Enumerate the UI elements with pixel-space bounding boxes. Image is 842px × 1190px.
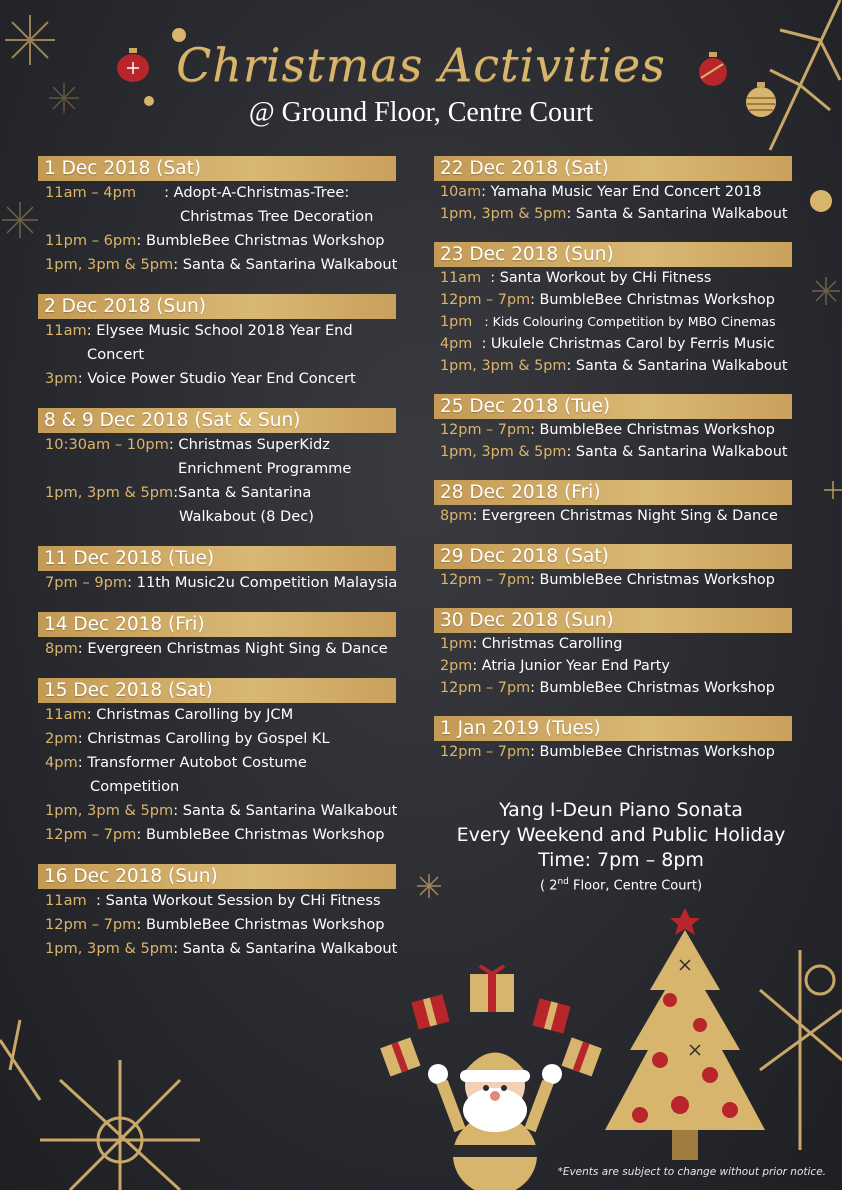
event-description: : 11th Music2u Competition Malaysia [127,574,398,591]
event-row [434,505,792,527]
event-time: 4pm [440,336,473,352]
event-time: 11pm – 6pm [45,232,137,249]
event-description: Concert [87,346,145,363]
event-time: 1pm, 3pm & 5pm [440,444,567,460]
event-row [38,637,396,661]
day-block [434,608,792,699]
event-time: 2pm [440,658,473,674]
snowflake-icon [0,1000,230,1190]
event-row [38,775,396,799]
day-block [38,864,396,961]
day-block [38,612,396,661]
piano-title: Yang I-Deun Piano Sonata [499,799,743,821]
piano-location: ( 2nd Floor, Centre Court) [539,877,703,894]
event-description: : BumbleBee Christmas Workshop [530,744,775,760]
page-title: Christmas Activities [176,38,666,92]
event-description: : Santa & Santarina Walkabout [173,940,398,957]
event-row [38,505,396,529]
day-block [434,242,792,377]
event-row [434,355,792,377]
schedule-left-column [38,156,396,978]
event-time: 8pm [45,640,78,657]
day-block [38,294,396,391]
event-row [38,727,396,751]
event-row [434,633,792,655]
event-time: 10am [440,184,482,200]
event-row [38,343,396,367]
day-block [38,546,396,595]
day-header: 11 Dec 2018 (Tue) [38,546,396,571]
event-row [38,937,396,961]
event-description: : Evergreen Christmas Night Sing & Dance [472,508,778,524]
event-row [38,889,396,913]
event-description: Walkabout (8 Dec) [179,508,314,525]
event-time: 12pm – 7pm [440,744,531,760]
event-description: : BumbleBee Christmas Workshop [530,292,775,308]
gift-icon [410,990,450,1030]
snowflake-icon [0,200,40,240]
event-time: 2pm [45,730,78,747]
event-time: 1pm [440,636,473,652]
event-row [38,823,396,847]
event-description: : Christmas Carolling by JCM [86,706,294,723]
event-time: 11am – 4pm [45,184,137,201]
day-block [434,544,792,591]
day-header: 16 Dec 2018 (Sun) [38,864,396,889]
event-description: Enrichment Programme [178,460,352,477]
piano-sonata-info [434,798,808,895]
event-description: : Kids Colouring Competition by MBO Cinemas [472,314,776,329]
event-row [38,913,396,937]
piano-time: Time: 7pm – 8pm [538,849,704,871]
day-header: 28 Dec 2018 (Fri) [434,480,792,505]
event-description: : Adopt-A-Christmas-Tree: [164,184,350,201]
day-header: 25 Dec 2018 (Tue) [434,394,792,419]
event-description: :Santa & Santarina [173,484,312,501]
event-row [434,655,792,677]
event-row [434,181,792,203]
event-time: 1pm [440,314,473,330]
day-block [434,394,792,463]
event-row [38,205,396,229]
event-row [434,267,792,289]
event-description: : BumbleBee Christmas Workshop [530,680,775,696]
event-row [38,799,396,823]
event-time: 10:30am – 10pm [45,436,169,453]
event-description: : Santa & Santarina Walkabout [566,206,788,222]
day-block [434,716,792,763]
event-row [38,181,396,205]
event-time: 8pm [440,508,473,524]
event-description: : Elysee Music School 2018 Year End [86,322,353,339]
event-time: 12pm – 7pm [45,916,137,933]
day-block [38,408,396,529]
event-description: : Santa Workout Session by CHi Fitness [86,892,381,909]
event-time: 1pm, 3pm & 5pm [45,256,174,273]
event-description: : BumbleBee Christmas Workshop [530,572,775,588]
ornament-icon [810,190,832,212]
event-description: : Santa Workout by CHi Fitness [481,270,712,286]
event-description: : Atria Junior Year End Party [472,658,670,674]
day-header: 1 Jan 2019 (Tues) [434,716,792,741]
event-row [434,311,792,333]
day-block [38,156,396,277]
event-row [38,367,396,391]
santa-icon [420,1030,570,1190]
day-block [434,156,792,225]
event-time: 12pm – 7pm [45,826,137,843]
event-row [38,253,396,277]
event-description: : BumbleBee Christmas Workshop [530,422,775,438]
page-subtitle: @ Ground Floor, Centre Court [248,97,594,128]
event-row [38,319,396,343]
day-header: 29 Dec 2018 (Sat) [434,544,792,569]
event-description: : Ukulele Christmas Carol by Ferris Music [472,336,775,352]
event-row [38,457,396,481]
day-header: 14 Dec 2018 (Fri) [38,612,396,637]
event-time: 1pm, 3pm & 5pm [440,206,567,222]
day-header: 23 Dec 2018 (Sun) [434,242,792,267]
event-row [434,289,792,311]
event-description: : Voice Power Studio Year End Concert [77,370,356,387]
event-row [434,677,792,699]
day-header: 30 Dec 2018 (Sun) [434,608,792,633]
day-header: 15 Dec 2018 (Sat) [38,678,396,703]
event-time: 11am [45,322,87,339]
event-time: 11am [45,892,87,909]
schedule-right-column [434,156,792,780]
event-time: 3pm [45,370,78,387]
event-time: 4pm [45,754,78,771]
day-block [434,480,792,527]
event-row [38,229,396,253]
gift-icon [466,962,518,1014]
event-time: 12pm – 7pm [440,422,531,438]
event-time: 1pm, 3pm & 5pm [45,940,174,957]
event-row [434,333,792,355]
event-time: 1pm, 3pm & 5pm [440,358,567,374]
event-row [434,741,792,763]
event-description: : Christmas SuperKidz [168,436,330,453]
event-time: 12pm – 7pm [440,292,531,308]
event-description: : Evergreen Christmas Night Sing & Dance [77,640,388,657]
event-time: 11am [45,706,87,723]
gift-icon [380,1036,420,1076]
day-header: 22 Dec 2018 (Sat) [434,156,792,181]
event-description: : Christmas Carolling by Gospel KL [77,730,330,747]
event-description: Competition [90,778,180,795]
piano-schedule: Every Weekend and Public Holiday [456,824,786,846]
event-row [38,571,396,595]
event-description: : Christmas Carolling [472,636,623,652]
event-description: : Santa & Santarina Walkabout [173,256,398,273]
snowflake-icon [760,950,842,1150]
christmas-tree-icon [600,900,770,1170]
event-time: 1pm, 3pm & 5pm [45,484,174,501]
event-time: 12pm – 7pm [440,572,531,588]
event-row [434,569,792,591]
event-description: Christmas Tree Decoration [180,208,374,225]
event-description: : BumbleBee Christmas Workshop [136,232,385,249]
day-header: 8 & 9 Dec 2018 (Sat & Sun) [38,408,396,433]
event-row [434,419,792,441]
footnote: *Events are subject to change without prior notice. [557,1166,826,1178]
event-description: : Santa & Santarina Walkabout [566,358,788,374]
event-row [38,751,396,775]
event-row [38,481,396,505]
snowflake-icon [810,275,842,307]
event-time: 7pm – 9pm [45,574,128,591]
day-block [38,678,396,847]
event-row [38,433,396,457]
event-row [38,703,396,727]
day-header: 1 Dec 2018 (Sat) [38,156,396,181]
event-time: 11am [440,270,482,286]
event-time: 1pm, 3pm & 5pm [45,802,174,819]
gift-icon [532,994,572,1034]
event-row [434,203,792,225]
event-description: : BumbleBee Christmas Workshop [136,916,385,933]
event-description: : Transformer Autobot Costume [77,754,307,771]
event-row [434,441,792,463]
snowflake-icon [824,476,842,504]
day-header: 2 Dec 2018 (Sun) [38,294,396,319]
event-description: : Yamaha Music Year End Concert 2018 [481,184,762,200]
event-time: 12pm – 7pm [440,680,531,696]
event-description: : Santa & Santarina Walkabout [566,444,788,460]
event-description: : BumbleBee Christmas Workshop [136,826,385,843]
event-description: : Santa & Santarina Walkabout [173,802,398,819]
